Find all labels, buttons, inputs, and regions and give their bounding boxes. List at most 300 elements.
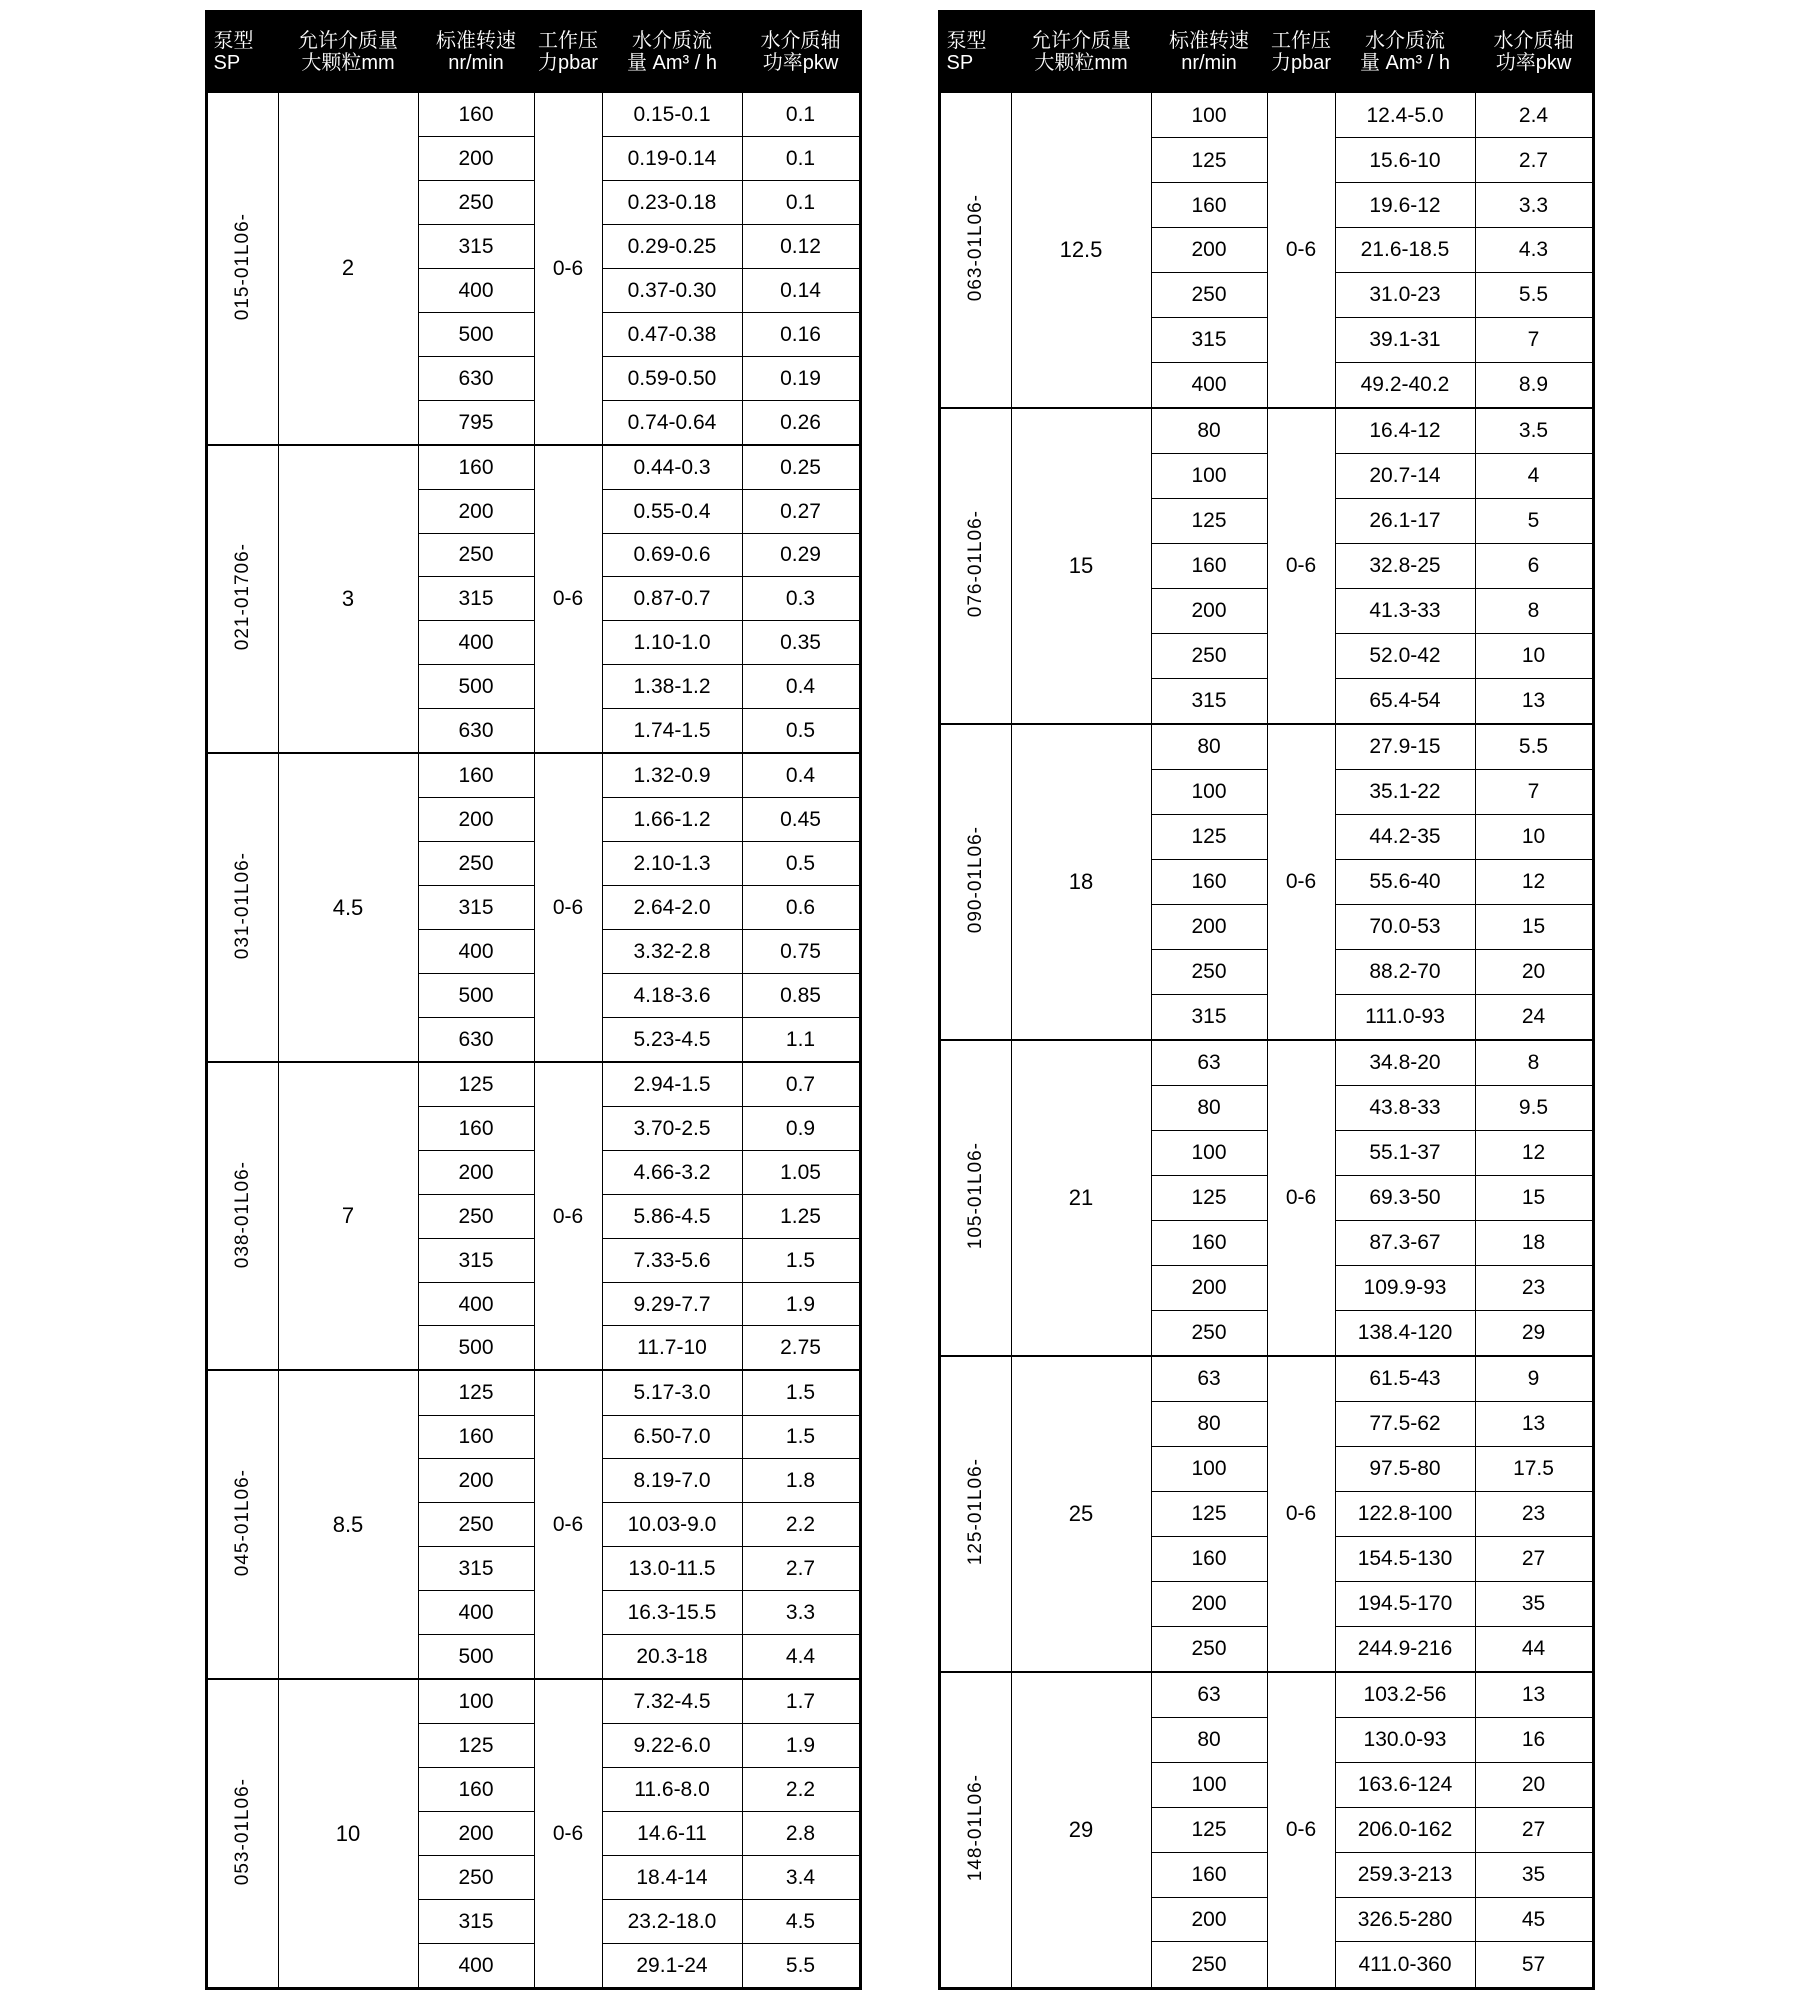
water-flow-cell: 130.0-93 [1335,1717,1475,1762]
table-row [939,1672,1593,1718]
water-flow-cell: 21.6-18.5 [1335,227,1475,272]
rated-speed-cell: 80 [1151,408,1267,454]
water-flow-cell: 5.23-4.5 [602,1017,742,1062]
table-row [206,1062,860,1107]
table-row [206,1370,860,1415]
rated-speed-cell: 315 [418,1238,534,1282]
pump-type-label: 038-01L06- [232,1160,253,1268]
water-power-cell: 10 [1475,633,1593,678]
table-row [939,1356,1593,1402]
max-particle-cell: 18 [1011,724,1151,1040]
rated-speed-cell: 315 [418,1547,534,1591]
water-power-cell: 0.5 [742,842,860,886]
pump-spec-table-right [938,10,1595,1990]
rated-speed-cell: 80 [1151,1717,1267,1762]
water-power-cell: 0.27 [742,489,860,533]
rated-speed-cell: 500 [418,973,534,1017]
water-power-cell: 20 [1475,949,1593,994]
water-flow-cell: 29.1-24 [602,1943,742,1988]
water-power-cell: 12 [1475,1130,1593,1175]
water-flow-cell: 10.03-9.0 [602,1503,742,1547]
water-flow-cell: 97.5-80 [1335,1446,1475,1491]
water-flow-cell: 411.0-360 [1335,1942,1475,1989]
pump-type-label: 076-01L06- [965,510,986,618]
water-power-cell: 0.12 [742,224,860,268]
water-flow-cell: 20.3-18 [602,1635,742,1680]
pump-type-label: 045-01L06- [232,1469,253,1577]
water-power-cell: 10 [1475,814,1593,859]
working-pressure-cell: 0-6 [1267,1672,1335,1989]
rated-speed-cell: 160 [418,92,534,137]
water-power-cell: 45 [1475,1897,1593,1942]
water-flow-cell: 0.23-0.18 [602,180,742,224]
water-flow-cell: 18.4-14 [602,1855,742,1899]
water-power-cell: 5.5 [1475,272,1593,317]
water-flow-cell: 4.66-3.2 [602,1150,742,1194]
water-power-cell: 0.16 [742,312,860,356]
max-particle-cell: 7 [278,1062,418,1371]
rated-speed-cell: 125 [418,1062,534,1107]
water-power-cell: 0.9 [742,1106,860,1150]
rated-speed-cell: 125 [418,1724,534,1768]
rated-speed-cell: 400 [418,929,534,973]
water-flow-cell: 206.0-162 [1335,1807,1475,1852]
water-flow-cell: 5.86-4.5 [602,1194,742,1238]
water-power-cell: 8.9 [1475,362,1593,408]
rated-speed-cell: 400 [418,621,534,665]
rated-speed-cell: 250 [418,533,534,577]
water-power-cell: 16 [1475,1717,1593,1762]
water-power-cell: 4.3 [1475,227,1593,272]
rated-speed-cell: 125 [1151,1175,1267,1220]
water-power-cell: 1.05 [742,1150,860,1194]
rated-speed-cell: 125 [1151,814,1267,859]
working-pressure-cell: 0-6 [534,445,602,754]
rated-speed-cell: 500 [418,1326,534,1371]
water-power-cell: 0.1 [742,180,860,224]
water-flow-cell: 11.6-8.0 [602,1768,742,1812]
water-flow-cell: 2.64-2.0 [602,886,742,930]
rated-speed-cell: 630 [418,1017,534,1062]
water-power-cell: 0.1 [742,92,860,137]
header-water-power: 水介质轴 功率pkw [1475,12,1593,93]
rated-speed-cell: 500 [418,665,534,709]
water-flow-cell: 26.1-17 [1335,498,1475,543]
water-flow-cell: 3.70-2.5 [602,1106,742,1150]
water-power-cell: 23 [1475,1265,1593,1310]
rated-speed-cell: 160 [1151,1220,1267,1265]
water-power-cell: 35 [1475,1852,1593,1897]
water-flow-cell: 1.38-1.2 [602,665,742,709]
water-flow-cell: 194.5-170 [1335,1581,1475,1626]
rated-speed-cell: 80 [1151,1401,1267,1446]
water-power-cell: 6 [1475,543,1593,588]
water-flow-cell: 9.22-6.0 [602,1724,742,1768]
max-particle-cell: 10 [278,1679,418,1988]
rated-speed-cell: 200 [1151,1897,1267,1942]
rated-speed-cell: 80 [1151,1085,1267,1130]
water-flow-cell: 65.4-54 [1335,678,1475,724]
water-power-cell: 15 [1475,1175,1593,1220]
rated-speed-cell: 630 [418,356,534,400]
working-pressure-cell: 0-6 [1267,408,1335,724]
water-flow-cell: 1.32-0.9 [602,753,742,798]
rated-speed-cell: 500 [418,1635,534,1680]
water-flow-cell: 7.33-5.6 [602,1238,742,1282]
water-power-cell: 0.14 [742,268,860,312]
rated-speed-cell: 795 [418,400,534,445]
table-body-right [939,92,1593,1989]
table-header-left [206,12,860,93]
rated-speed-cell: 160 [418,1768,534,1812]
water-flow-cell: 77.5-62 [1335,1401,1475,1446]
working-pressure-cell: 0-6 [534,753,602,1062]
rated-speed-cell: 250 [1151,633,1267,678]
rated-speed-cell: 160 [1151,1852,1267,1897]
rated-speed-cell: 250 [1151,1626,1267,1672]
header-pump-type: 泵型 SP [939,12,1011,93]
working-pressure-cell: 0-6 [1267,1356,1335,1672]
water-power-cell: 9.5 [1475,1085,1593,1130]
water-power-cell: 0.4 [742,665,860,709]
header-pump-type: 泵型 SP [206,12,278,93]
water-power-cell: 57 [1475,1942,1593,1989]
rated-speed-cell: 125 [1151,498,1267,543]
pump-type-label: 125-01L06- [965,1458,986,1566]
pump-type-cell [939,408,1011,724]
rated-speed-cell: 250 [1151,272,1267,317]
header-max-particle: 允许介质量 大颗粒mm [278,12,418,93]
water-power-cell: 2.2 [742,1503,860,1547]
header-water-power: 水介质轴 功率pkw [742,12,860,93]
table-row [939,724,1593,770]
pump-type-cell [939,724,1011,1040]
header-rated-speed: 标准转速 nr/min [418,12,534,93]
water-flow-cell: 122.8-100 [1335,1491,1475,1536]
table-row [206,92,860,137]
water-flow-cell: 69.3-50 [1335,1175,1475,1220]
rated-speed-cell: 250 [418,842,534,886]
max-particle-cell: 29 [1011,1672,1151,1989]
water-flow-cell: 11.7-10 [602,1326,742,1371]
max-particle-cell: 25 [1011,1356,1151,1672]
max-particle-cell: 2 [278,92,418,445]
water-flow-cell: 9.29-7.7 [602,1282,742,1326]
water-flow-cell: 49.2-40.2 [1335,362,1475,408]
rated-speed-cell: 100 [1151,769,1267,814]
water-flow-cell: 19.6-12 [1335,183,1475,228]
water-power-cell: 3.5 [1475,408,1593,454]
working-pressure-cell: 0-6 [534,1370,602,1679]
rated-speed-cell: 315 [418,224,534,268]
water-power-cell: 7 [1475,317,1593,362]
rated-speed-cell: 200 [418,1150,534,1194]
rated-speed-cell: 400 [418,1282,534,1326]
water-power-cell: 5.5 [1475,724,1593,770]
rated-speed-cell: 315 [1151,994,1267,1040]
pump-type-cell [206,753,278,1062]
water-flow-cell: 0.47-0.38 [602,312,742,356]
pump-type-cell [939,1356,1011,1672]
rated-speed-cell: 80 [1151,724,1267,770]
pump-type-cell [206,445,278,754]
rated-speed-cell: 160 [418,753,534,798]
rated-speed-cell: 250 [418,1194,534,1238]
water-power-cell: 24 [1475,994,1593,1040]
water-power-cell: 29 [1475,1310,1593,1356]
water-flow-cell: 14.6-11 [602,1811,742,1855]
water-power-cell: 13 [1475,1401,1593,1446]
pump-type-cell [206,1370,278,1679]
rated-speed-cell: 400 [1151,362,1267,408]
rated-speed-cell: 125 [1151,138,1267,183]
water-flow-cell: 34.8-20 [1335,1040,1475,1086]
water-power-cell: 1.5 [742,1238,860,1282]
table-row [939,92,1593,138]
table-row [206,1679,860,1724]
rated-speed-cell: 400 [418,268,534,312]
water-flow-cell: 27.9-15 [1335,724,1475,770]
water-power-cell: 0.19 [742,356,860,400]
water-power-cell: 17.5 [1475,1446,1593,1491]
water-flow-cell: 16.3-15.5 [602,1591,742,1635]
rated-speed-cell: 250 [418,1855,534,1899]
rated-speed-cell: 100 [1151,1130,1267,1175]
water-power-cell: 8 [1475,588,1593,633]
water-flow-cell: 23.2-18.0 [602,1899,742,1943]
rated-speed-cell: 100 [1151,1446,1267,1491]
rated-speed-cell: 200 [418,1459,534,1503]
rated-speed-cell: 200 [418,1811,534,1855]
working-pressure-cell: 0-6 [534,92,602,445]
pump-type-label: 063-01L06- [965,194,986,302]
rated-speed-cell: 200 [418,798,534,842]
header-working-pressure: 工作压 力pbar [1267,12,1335,93]
water-flow-cell: 0.19-0.14 [602,137,742,181]
water-flow-cell: 55.1-37 [1335,1130,1475,1175]
rated-speed-cell: 100 [1151,454,1267,499]
rated-speed-cell: 200 [1151,588,1267,633]
rated-speed-cell: 630 [418,709,534,754]
water-power-cell: 2.75 [742,1326,860,1371]
header-rated-speed: 标准转速 nr/min [1151,12,1267,93]
water-power-cell: 27 [1475,1536,1593,1581]
pump-type-cell [939,92,1011,408]
water-power-cell: 13 [1475,1672,1593,1718]
pump-type-cell [939,1672,1011,1989]
water-flow-cell: 70.0-53 [1335,904,1475,949]
water-flow-cell: 259.3-213 [1335,1852,1475,1897]
rated-speed-cell: 160 [418,1415,534,1459]
water-power-cell: 3.3 [1475,183,1593,228]
water-power-cell: 0.25 [742,445,860,490]
water-power-cell: 15 [1475,904,1593,949]
table-row [939,1040,1593,1086]
water-power-cell: 1.5 [742,1370,860,1415]
water-flow-cell: 8.19-7.0 [602,1459,742,1503]
rated-speed-cell: 160 [1151,1536,1267,1581]
table-row [939,408,1593,454]
water-power-cell: 5.5 [742,1943,860,1988]
max-particle-cell: 21 [1011,1040,1151,1356]
water-power-cell: 0.3 [742,577,860,621]
water-flow-cell: 61.5-43 [1335,1356,1475,1402]
header-max-particle: 允许介质量 大颗粒mm [1011,12,1151,93]
water-flow-cell: 41.3-33 [1335,588,1475,633]
max-particle-cell: 4.5 [278,753,418,1062]
water-flow-cell: 0.69-0.6 [602,533,742,577]
water-flow-cell: 4.18-3.6 [602,973,742,1017]
pump-type-cell [206,1679,278,1988]
pump-type-label: 021-01706- [232,543,253,651]
pump-type-label: 015-01L06- [232,212,253,320]
rated-speed-cell: 200 [1151,1581,1267,1626]
water-power-cell: 0.29 [742,533,860,577]
water-power-cell: 12 [1475,859,1593,904]
rated-speed-cell: 125 [1151,1491,1267,1536]
water-power-cell: 1.8 [742,1459,860,1503]
water-flow-cell: 7.32-4.5 [602,1679,742,1724]
rated-speed-cell: 200 [1151,904,1267,949]
water-flow-cell: 20.7-14 [1335,454,1475,499]
water-flow-cell: 0.37-0.30 [602,268,742,312]
water-flow-cell: 16.4-12 [1335,408,1475,454]
water-power-cell: 0.26 [742,400,860,445]
water-power-cell: 2.7 [742,1547,860,1591]
water-power-cell: 3.4 [742,1855,860,1899]
water-power-cell: 1.9 [742,1724,860,1768]
max-particle-cell: 3 [278,445,418,754]
table-row [206,753,860,798]
water-power-cell: 35 [1475,1581,1593,1626]
water-power-cell: 5 [1475,498,1593,543]
pump-type-label: 031-01L06- [232,851,253,960]
water-power-cell: 0.85 [742,973,860,1017]
water-power-cell: 4.5 [742,1899,860,1943]
water-flow-cell: 3.32-2.8 [602,929,742,973]
working-pressure-cell: 0-6 [1267,1040,1335,1356]
pump-type-label: 053-01L06- [232,1777,253,1886]
rated-speed-cell: 315 [1151,678,1267,724]
max-particle-cell: 8.5 [278,1370,418,1679]
water-flow-cell: 103.2-56 [1335,1672,1475,1718]
water-flow-cell: 6.50-7.0 [602,1415,742,1459]
rated-speed-cell: 200 [418,137,534,181]
water-power-cell: 0.75 [742,929,860,973]
pump-spec-table-left [205,10,862,1990]
rated-speed-cell: 160 [1151,183,1267,228]
water-power-cell: 3.3 [742,1591,860,1635]
water-flow-cell: 87.3-67 [1335,1220,1475,1265]
water-power-cell: 0.45 [742,798,860,842]
water-power-cell: 1.1 [742,1017,860,1062]
pump-type-label: 090-01L06- [965,826,986,934]
water-power-cell: 20 [1475,1762,1593,1807]
water-power-cell: 2.8 [742,1811,860,1855]
table-body-left [206,92,860,1989]
water-flow-cell: 44.2-35 [1335,814,1475,859]
rated-speed-cell: 160 [418,1106,534,1150]
rated-speed-cell: 63 [1151,1672,1267,1718]
water-flow-cell: 39.1-31 [1335,317,1475,362]
header-water-flow: 水介质流 量 Am³ / h [602,12,742,93]
water-flow-cell: 0.44-0.3 [602,445,742,490]
water-power-cell: 0.35 [742,621,860,665]
rated-speed-cell: 250 [1151,1942,1267,1989]
water-power-cell: 8 [1475,1040,1593,1086]
rated-speed-cell: 250 [1151,949,1267,994]
water-power-cell: 2.2 [742,1768,860,1812]
water-flow-cell: 109.9-93 [1335,1265,1475,1310]
water-flow-cell: 326.5-280 [1335,1897,1475,1942]
water-power-cell: 0.7 [742,1062,860,1107]
rated-speed-cell: 250 [418,180,534,224]
water-power-cell: 7 [1475,769,1593,814]
water-flow-cell: 244.9-216 [1335,1626,1475,1672]
water-flow-cell: 32.8-25 [1335,543,1475,588]
water-flow-cell: 13.0-11.5 [602,1547,742,1591]
water-power-cell: 2.4 [1475,92,1593,138]
working-pressure-cell: 0-6 [1267,724,1335,1040]
table-header-right [939,12,1593,93]
water-flow-cell: 0.29-0.25 [602,224,742,268]
water-power-cell: 23 [1475,1491,1593,1536]
water-power-cell: 2.7 [1475,138,1593,183]
rated-speed-cell: 250 [418,1503,534,1547]
water-flow-cell: 52.0-42 [1335,633,1475,678]
rated-speed-cell: 125 [418,1370,534,1415]
rated-speed-cell: 100 [1151,92,1267,138]
rated-speed-cell: 63 [1151,1040,1267,1086]
water-flow-cell: 163.6-124 [1335,1762,1475,1807]
water-power-cell: 27 [1475,1807,1593,1852]
water-flow-cell: 0.87-0.7 [602,577,742,621]
water-power-cell: 4 [1475,454,1593,499]
water-flow-cell: 2.10-1.3 [602,842,742,886]
water-flow-cell: 2.94-1.5 [602,1062,742,1107]
header-working-pressure: 工作压 力pbar [534,12,602,93]
water-flow-cell: 138.4-120 [1335,1310,1475,1356]
pump-type-label: 148-01L06- [965,1774,986,1882]
pump-type-label: 105-01L06- [965,1142,986,1250]
water-flow-cell: 31.0-23 [1335,272,1475,317]
rated-speed-cell: 250 [1151,1310,1267,1356]
water-flow-cell: 0.74-0.64 [602,400,742,445]
water-flow-cell: 88.2-70 [1335,949,1475,994]
water-flow-cell: 0.59-0.50 [602,356,742,400]
rated-speed-cell: 315 [418,886,534,930]
rated-speed-cell: 160 [1151,543,1267,588]
water-power-cell: 0.6 [742,886,860,930]
header-water-flow: 水介质流 量 Am³ / h [1335,12,1475,93]
water-flow-cell: 15.6-10 [1335,138,1475,183]
water-flow-cell: 12.4-5.0 [1335,92,1475,138]
rated-speed-cell: 200 [1151,227,1267,272]
water-power-cell: 0.1 [742,137,860,181]
working-pressure-cell: 0-6 [534,1062,602,1371]
water-power-cell: 1.5 [742,1415,860,1459]
rated-speed-cell: 315 [418,577,534,621]
rated-speed-cell: 200 [418,489,534,533]
water-power-cell: 13 [1475,678,1593,724]
water-power-cell: 1.7 [742,1679,860,1724]
water-power-cell: 0.4 [742,753,860,798]
rated-speed-cell: 200 [1151,1265,1267,1310]
water-flow-cell: 43.8-33 [1335,1085,1475,1130]
water-flow-cell: 0.15-0.1 [602,92,742,137]
rated-speed-cell: 63 [1151,1356,1267,1402]
pump-type-cell [206,1062,278,1371]
